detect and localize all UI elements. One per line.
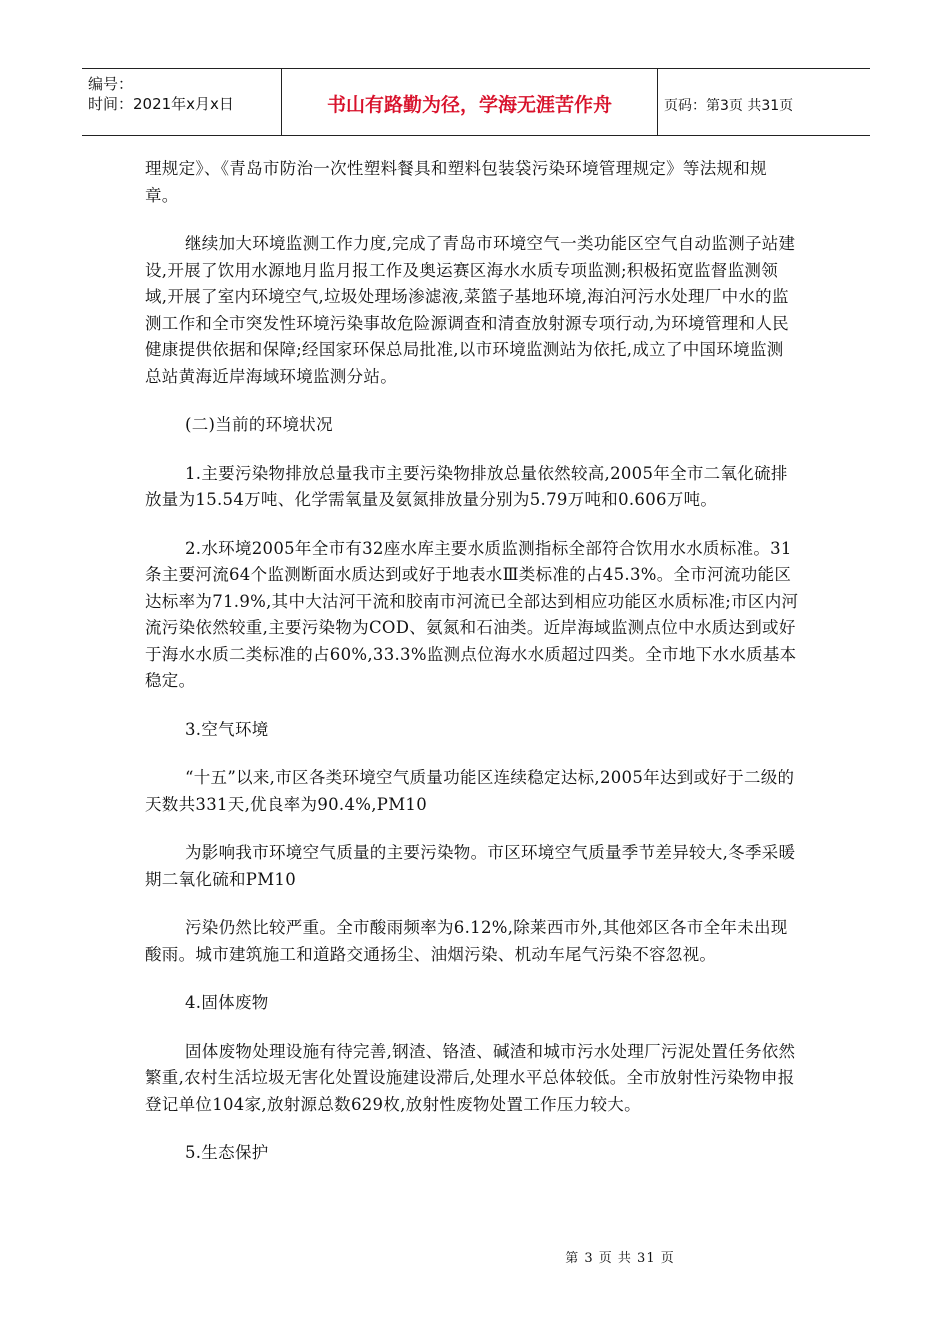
paragraph-solid-waste: 固体废物处理设施有待完善,钢渣、铬渣、碱渣和城市污水处理厂污泥处置任务依然繁重,农村生活垃圾无害化处置设施建设滞后,处理水平总体较低。全市放射性污染物申报登记单位104家,放射源总数629枚,放射性废物处置工作压力较大。 [145,1041,796,1114]
paragraph-water-environment: 2.水环境2005年全市有32座水库主要水质监测指标全部符合饮用水水质标准。31条主要河流64个监测断面水质达到或好于地表水Ⅲ类标准的占45.3%。全市河流功能区达标率为71.9%,其中大沽河干流和胶南市河流已全部达到相应功能区水质标准;市区内河流污染依然较重,主要污染物为COD、氨氮和石油类。近岸海域监测点位中水质达到或好于海水水质二类标准的占60%,33.3%监测点位海水水质超过四类。全市地下水水质基本稳定。 [145,538,799,690]
paragraph-air-quality: “十五”以来,市区各类环境空气质量功能区连续稳定达标,2005年达到或好于二级的天数共331天,优良率为90.4%,PM10 [145,768,795,814]
document-time-label: 时间：2021年x月x日 [88,95,234,113]
paragraph-regulations-continued: 理规定》、《青岛市防治一次性塑料餐具和塑料包装袋污染环境管理规定》等法规和规章。 [145,159,767,205]
heading-ecological-protection: 5.生态保护 [185,1143,269,1162]
paragraph-acid-rain: 污染仍然比较严重。全市酸雨频率为6.12%,除莱西市外,其他郊区各市全年未出现酸雨。城市建筑施工和道路交通扬尘、油烟污染、机动车尾气污染不容忽视。 [145,918,788,964]
header-slogan: 书山有路勤为径，学海无涯苦作舟 [326,94,612,116]
heading-solid-waste: 4.固体废物 [185,993,269,1012]
header-meta-cell [82,69,282,135]
header-page-cell [658,69,870,135]
heading-air-environment: 3.空气环境 [185,719,269,739]
document-body [145,156,800,1167]
header-slogan-cell [282,69,658,135]
paragraph-monitoring: 继续加大环境监测工作力度,完成了青岛市环境空气一类功能区空气自动监测子站建设,开展了饮用水源地月监月报工作及奥运赛区海水水质专项监测;积极拓宽监督监测领域,开展了室内环境空气,垃圾处理场渗滤液,菜篮子基地环境,海泊河污水处理厂中水的监测工作和全市突发性环境污染事故危险源调查和清查放射源专项行动,为环境管理和人民健康提供依据和保障;经国家环保总局批准,以市环境监测站为依托,成立了中国环境监测总站黄海近岸海域环境监测分站。 [145,234,796,386]
paragraph-air-pollutants: 为影响我市环境空气质量的主要污染物。市区环境空气质量季节差异较大,冬季采暖期二氧化硫和PM10 [145,843,796,889]
page-footer [0,1247,950,1266]
document-number-label: 编号： [88,75,134,93]
header-page-info: 页码：第3页 共31页 [664,98,794,114]
page-header [82,68,870,136]
paragraph-pollutant-totals: 1.主要污染物排放总量我市主要污染物排放总量依然较高,2005年全市二氧化硫排放量为15.54万吨、化学需氧量及氨氮排放量分别为5.79万吨和0.606万吨。 [145,463,788,509]
footer-page-number: 第 3 页 共 31 页 [565,1251,675,1266]
section-heading-current-status: (二)当前的环境状况 [185,415,333,434]
